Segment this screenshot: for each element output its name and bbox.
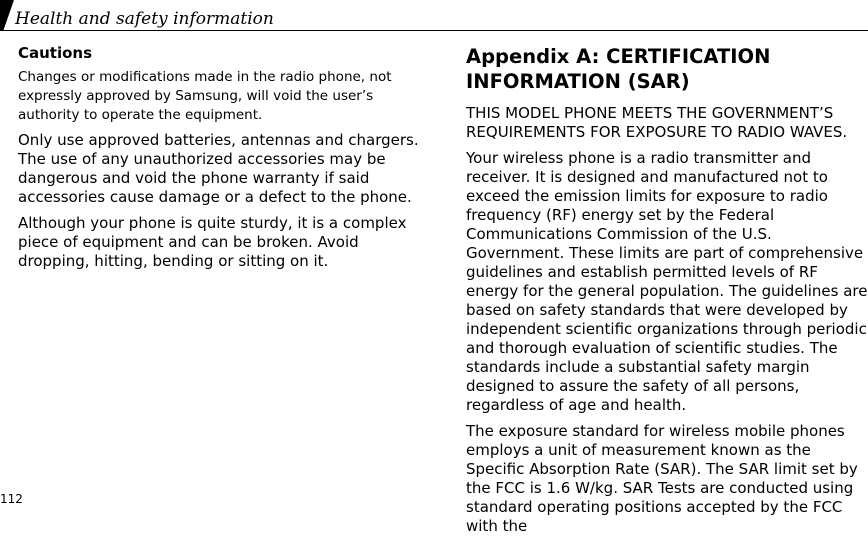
page-header	[0, 0, 868, 34]
appendix-paragraph-sar-standard: The exposure standard for wireless mobile phones employs a unit of measurement known as the Specific Absorption Rate (SAR). The SAR limit set by the FCC is 1.6 W/kg. SAR Tests are conducted using standard operating positions accepted by the FCC with the	[466, 422, 858, 535]
cautions-paragraph-batteries: Only use approved batteries, antennas and chargers. The use of any unauthorized accessories may be dangerous and void the phone warranty if said accessories cause damage or a defect to the phone.	[18, 131, 419, 206]
appendix-heading: Appendix A: CERTIFICATION INFORMATION (SAR)	[466, 45, 771, 93]
appendix-paragraph-meets-requirements: THIS MODEL PHONE MEETS THE GOVERNMENT’S REQUIREMENTS FOR EXPOSURE TO RADIO WAVES.	[466, 104, 848, 141]
left-column	[18, 44, 422, 278]
right-column	[466, 44, 868, 543]
page-number: 112	[0, 492, 23, 506]
header-rule	[0, 30, 868, 31]
cautions-paragraph-modifications: Changes or modifications made in the radio phone, not expressly approved by Samsung, will void the user’s authority to operate the equipment.	[18, 69, 392, 123]
appendix-paragraph-transmitter: Your wireless phone is a radio transmitter and receiver. It is designed and manufactured not to exceed the emission limits for exposure to radio frequency (RF) energy set by the Federal Communications Commission of the U.S. Government. These limits are part of comprehensive guidelines and establish permitted levels of RF energy for the general population. The guidelines are based on safety standards that were developed by independent scientific organizations through periodic and thorough evaluation of scientific studies. The standards include a substantial safety margin designed to assure the safety of all persons, regardless of age and health.	[466, 149, 868, 414]
cautions-paragraph-sturdy: Although your phone is quite sturdy, it is a complex piece of equipment and can be broken. Avoid dropping, hitting, bending or sitting on it.	[18, 214, 407, 270]
header-tab-marker	[0, 0, 14, 30]
header-title: Health and safety information	[15, 9, 274, 29]
cautions-heading: Cautions	[18, 44, 93, 62]
